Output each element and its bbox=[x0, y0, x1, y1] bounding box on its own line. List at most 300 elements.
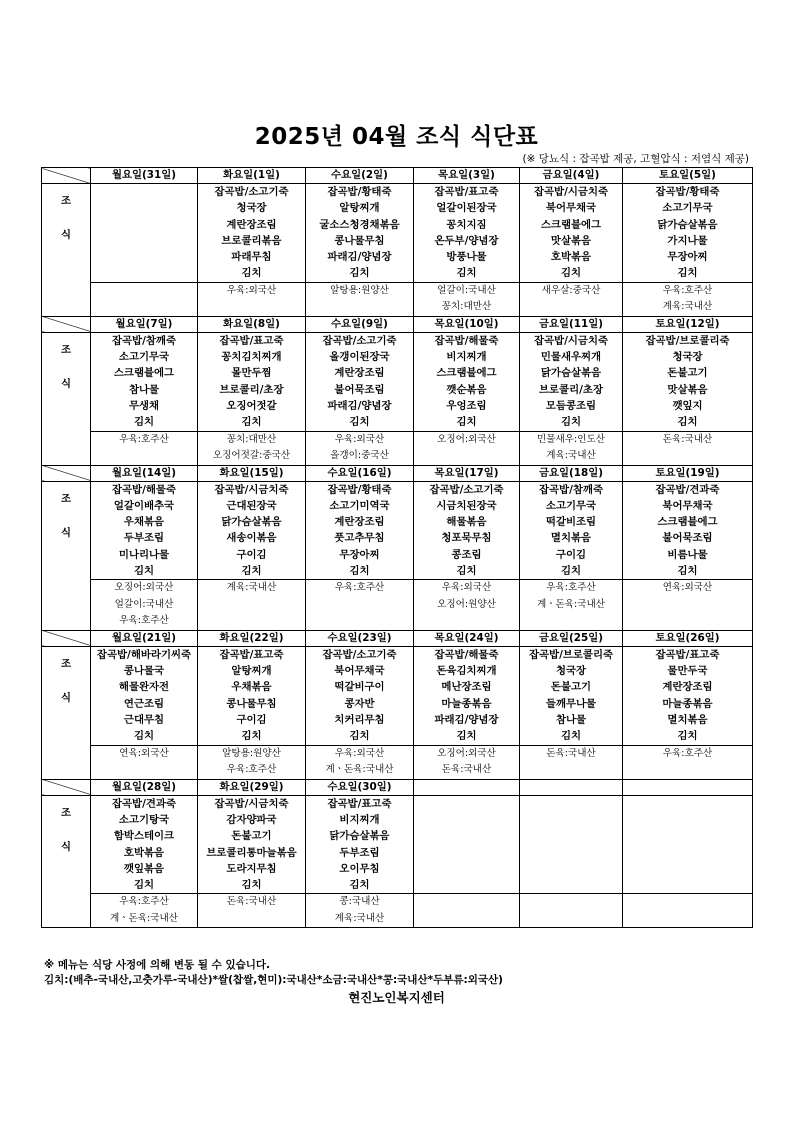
origin-item: 얼갈이:국내산 bbox=[114, 598, 174, 610]
dish-item: 김치 bbox=[241, 879, 262, 892]
menu-cell bbox=[91, 184, 198, 283]
origin-item bbox=[623, 597, 752, 614]
dish-item: 김치 bbox=[456, 565, 477, 578]
origin-item: 계ㆍ돈육:국내산 bbox=[325, 764, 394, 776]
origin-cell bbox=[91, 282, 198, 316]
dish-item: 잡곡밥/표고죽 bbox=[219, 648, 284, 661]
dish-item: 김치 bbox=[349, 730, 370, 743]
origin-cell bbox=[306, 282, 414, 316]
meal-label bbox=[42, 332, 91, 465]
origin-item bbox=[198, 597, 305, 614]
dish-item bbox=[91, 200, 197, 216]
dish-item bbox=[414, 877, 519, 893]
dish-item bbox=[91, 233, 197, 249]
dish-item bbox=[623, 828, 752, 844]
dish-item: 돈불고기 bbox=[667, 367, 708, 380]
meal-label-char: 식 bbox=[60, 377, 72, 390]
dish-item: 연근조림 bbox=[123, 697, 165, 710]
diagonal-corner bbox=[42, 779, 91, 795]
origin-item: 우육:호주산 bbox=[546, 582, 596, 594]
dish-item: 김치 bbox=[133, 730, 155, 743]
menu-cell bbox=[520, 332, 623, 431]
dish-item: 파래김/양념장 bbox=[434, 714, 499, 727]
dish-item: 알탕찌개 bbox=[339, 202, 380, 215]
dish-item: 오이무침 bbox=[339, 862, 380, 875]
meal-label bbox=[42, 795, 91, 928]
dish-item: 꽁치김치찌개 bbox=[221, 351, 282, 364]
dish-item: 김치 bbox=[560, 267, 582, 280]
day-header: 수요일(16일) bbox=[306, 465, 414, 481]
menu-cell bbox=[91, 795, 198, 894]
origin-item: 우육:호주산 bbox=[119, 896, 169, 908]
menu-cell bbox=[198, 481, 306, 580]
meal-label-char: 조 bbox=[60, 657, 72, 670]
dish-item: 김치 bbox=[677, 267, 698, 280]
origin-cell bbox=[623, 745, 753, 779]
dish-item bbox=[520, 861, 622, 877]
origin-cell bbox=[306, 580, 414, 631]
origin-item: 알탕용:원양산 bbox=[222, 747, 281, 759]
menu-cell bbox=[520, 795, 623, 894]
origin-item: 돈육:국내산 bbox=[226, 896, 277, 908]
dish-item: 김치 bbox=[133, 416, 155, 429]
origin-cell bbox=[306, 431, 414, 465]
menu-cell bbox=[306, 184, 414, 283]
dish-item bbox=[414, 861, 519, 877]
dish-item: 콩나물국 bbox=[123, 665, 165, 678]
origin-item bbox=[623, 894, 752, 911]
menu-row bbox=[42, 184, 753, 283]
dish-item: 잡곡밥/소고기죽 bbox=[322, 648, 397, 661]
dish-item: 콩나물무침 bbox=[226, 697, 277, 710]
origin-item: 우육:호주산 bbox=[226, 764, 277, 776]
center-name: 현진노인복지센터 bbox=[348, 990, 445, 1005]
menu-cell bbox=[91, 332, 198, 431]
dish-item: 두부조림 bbox=[123, 532, 165, 545]
dish-item: 잡곡밥/시금치죽 bbox=[214, 797, 289, 810]
meal-label-char: 식 bbox=[60, 526, 72, 539]
meal-label-char: 식 bbox=[60, 840, 72, 853]
dish-item bbox=[623, 812, 752, 828]
origin-cell bbox=[198, 431, 306, 465]
origin-item: 우육:외국산 bbox=[334, 433, 385, 445]
week-header-row bbox=[42, 465, 753, 481]
dish-item: 계란장조림 bbox=[226, 218, 277, 231]
dish-item: 해물볶음 bbox=[446, 516, 487, 529]
origin-cell bbox=[414, 431, 520, 465]
dish-item: 우채볶음 bbox=[123, 516, 165, 529]
dish-item: 불어묵조림 bbox=[662, 532, 713, 545]
dish-item: 소고기무국 bbox=[545, 499, 597, 512]
origin-row bbox=[42, 894, 753, 928]
dish-item: 물만두국 bbox=[667, 665, 708, 678]
day-header bbox=[520, 779, 623, 795]
origin-cell bbox=[623, 894, 753, 928]
origin-item: 오징어:외국산 bbox=[114, 582, 174, 594]
dish-item: 김치 bbox=[456, 267, 477, 280]
origin-item bbox=[198, 911, 305, 928]
dish-item: 구이김 bbox=[236, 714, 267, 727]
origin-item bbox=[306, 299, 413, 316]
dish-item: 잡곡밥/견과죽 bbox=[655, 483, 720, 496]
day-header: 월요일(14일) bbox=[91, 465, 198, 481]
dish-item: 근대무침 bbox=[123, 714, 165, 727]
dish-item: 잡곡밥/시금치죽 bbox=[533, 186, 609, 198]
dish-item: 김치 bbox=[349, 879, 370, 892]
dish-item: 치커리무침 bbox=[334, 714, 385, 727]
menu-cell bbox=[414, 795, 520, 894]
day-header: 수요일(2일) bbox=[306, 168, 414, 184]
dish-item: 맛살볶음 bbox=[550, 234, 592, 247]
day-header: 화요일(22일) bbox=[198, 630, 306, 646]
origin-cell bbox=[623, 580, 753, 631]
dish-item: 올갱이된장국 bbox=[329, 351, 390, 364]
day-header: 토요일(5일) bbox=[623, 168, 753, 184]
dish-item: 계란장조림 bbox=[334, 367, 385, 380]
dish-item: 떡갈비구이 bbox=[334, 681, 385, 694]
dish-item: 김치 bbox=[133, 565, 155, 578]
origin-cell bbox=[414, 580, 520, 631]
origin-item: 꽁치:대만산 bbox=[226, 433, 277, 445]
origin-item: 오징어:외국산 bbox=[437, 433, 496, 445]
meal-label-char: 조 bbox=[60, 806, 72, 819]
dish-item: 김치 bbox=[677, 730, 698, 743]
dish-item: 참나물 bbox=[555, 714, 587, 727]
dish-item: 두부조림 bbox=[339, 846, 380, 859]
origin-item: 돈육:국내산 bbox=[662, 433, 713, 445]
dish-item: 파래김/양념장 bbox=[327, 399, 392, 412]
dish-item: 잡곡밥/황태죽 bbox=[327, 483, 392, 496]
dish-item: 스크램블에그 bbox=[540, 218, 602, 231]
origin-item bbox=[91, 299, 197, 316]
dish-item bbox=[623, 877, 752, 893]
menu-row bbox=[42, 332, 753, 431]
day-header: 화요일(8일) bbox=[198, 316, 306, 332]
menu-cell bbox=[306, 481, 414, 580]
dish-item: 김치 bbox=[677, 416, 698, 429]
dish-item: 돈육김치찌개 bbox=[436, 665, 497, 678]
dish-item: 김치 bbox=[560, 730, 582, 743]
menu-cell bbox=[520, 646, 623, 745]
origin-cell bbox=[91, 580, 198, 631]
dish-item: 오징어젓갈 bbox=[226, 399, 277, 412]
dish-item: 북어무채국 bbox=[334, 665, 385, 678]
dish-item: 파래김/양념장 bbox=[327, 251, 392, 264]
origin-cell bbox=[623, 431, 753, 465]
meal-label-char: 조 bbox=[60, 343, 72, 356]
dish-item: 깻잎볶음 bbox=[123, 862, 165, 875]
dish-item bbox=[91, 184, 197, 200]
origin-item: 계육:국내산 bbox=[226, 582, 277, 594]
origin-cell bbox=[414, 282, 520, 316]
day-header: 목요일(3일) bbox=[414, 168, 520, 184]
origin-item: 계육:국내산 bbox=[546, 450, 596, 462]
menu-row bbox=[42, 646, 753, 745]
dish-item: 김치 bbox=[560, 416, 582, 429]
dish-item: 잡곡밥/브로콜리죽 bbox=[645, 334, 730, 347]
origin-item: 오징어:원양산 bbox=[437, 598, 496, 610]
dish-item: 잡곡밥/표고죽 bbox=[327, 797, 392, 810]
menu-cell bbox=[198, 184, 306, 283]
origin-item: 연육:외국산 bbox=[662, 582, 713, 594]
dish-item: 잡곡밥/해물죽 bbox=[111, 483, 177, 496]
dish-item: 파래무침 bbox=[231, 251, 272, 264]
day-header: 토요일(26일) bbox=[623, 630, 753, 646]
dish-item: 김치 bbox=[560, 565, 582, 578]
dish-item: 청국장 bbox=[672, 351, 703, 364]
dish-item: 깻잎지 bbox=[672, 399, 703, 412]
menu-cell bbox=[414, 184, 520, 283]
footer-notice: ※ 메뉴는 식당 사정에 의해 변동 될 수 있습니다. bbox=[44, 959, 271, 971]
origin-item: 알탕용:원양산 bbox=[330, 284, 389, 296]
dish-item: 얼갈이배추국 bbox=[113, 499, 175, 512]
origin-cell bbox=[198, 745, 306, 779]
dish-item: 몰만두찜 bbox=[231, 367, 272, 380]
dish-item: 닭가슴살볶음 bbox=[329, 830, 390, 843]
day-header: 화요일(1일) bbox=[198, 168, 306, 184]
meal-label-char: 조 bbox=[60, 195, 72, 207]
dish-item: 돈불고기 bbox=[550, 681, 592, 694]
origin-item bbox=[414, 911, 519, 928]
origin-cell bbox=[306, 745, 414, 779]
day-header: 수요일(30일) bbox=[306, 779, 414, 795]
origin-item: 연육:외국산 bbox=[119, 747, 169, 759]
dish-item bbox=[520, 796, 622, 812]
dish-item: 가지나물 bbox=[667, 234, 708, 247]
menu-row bbox=[42, 795, 753, 894]
footer-origin: 김치:(배추-국내산,고춧가루-국내산)*쌀(찹쌀,현미):국내산*소금:국내산*콩:국내산*두부류:외국산) bbox=[44, 974, 503, 986]
meal-label bbox=[42, 646, 91, 779]
origin-row bbox=[42, 431, 753, 465]
menu-cell bbox=[91, 646, 198, 745]
origin-item bbox=[623, 762, 752, 779]
dish-item bbox=[520, 828, 622, 844]
origin-item bbox=[414, 613, 519, 630]
dish-item: 콩조림 bbox=[451, 548, 482, 561]
dish-item: 우채볶음 bbox=[231, 681, 272, 694]
origin-cell bbox=[623, 282, 753, 316]
dish-item: 꽁치지짐 bbox=[446, 218, 487, 231]
dish-item: 감자양파국 bbox=[226, 813, 277, 826]
dish-item: 비름나물 bbox=[667, 548, 708, 561]
origin-item: 계육:국내산 bbox=[334, 912, 385, 924]
diet-note: (※ 당뇨식 : 잡곡밥 제공, 고혈압식 : 저염식 제공) bbox=[522, 153, 749, 165]
origin-item bbox=[306, 597, 413, 614]
dish-item bbox=[414, 796, 519, 812]
dish-item: 브로콜리통마늘볶음 bbox=[206, 846, 297, 859]
menu-cell bbox=[520, 481, 623, 580]
menu-cell bbox=[198, 332, 306, 431]
dish-item: 불어묵조림 bbox=[334, 383, 385, 396]
origin-item bbox=[623, 448, 752, 465]
day-header: 토요일(19일) bbox=[623, 465, 753, 481]
dish-item: 근대된장국 bbox=[226, 499, 277, 512]
origin-item bbox=[520, 613, 622, 630]
dish-item bbox=[414, 828, 519, 844]
origin-item: 꽁치:대만산 bbox=[441, 301, 492, 313]
day-header: 수요일(23일) bbox=[306, 630, 414, 646]
origin-row bbox=[42, 580, 753, 631]
origin-item: 우육:외국산 bbox=[226, 284, 277, 296]
dish-item: 잡곡밥/해바라기씨죽 bbox=[96, 648, 192, 661]
origin-item: 우육:호주산 bbox=[119, 615, 169, 627]
dish-item: 소고기탕국 bbox=[118, 813, 170, 826]
origin-item bbox=[198, 299, 305, 316]
dish-item: 콩나물무침 bbox=[334, 234, 385, 247]
origin-item: 새우살:중국산 bbox=[541, 284, 601, 296]
menu-cell bbox=[623, 481, 753, 580]
dish-item: 북어무채국 bbox=[545, 202, 597, 215]
origin-item: 오징어젓갈:중국산 bbox=[212, 450, 291, 462]
meal-label bbox=[42, 184, 91, 317]
origin-item: 계육:국내산 bbox=[662, 301, 713, 313]
dish-item bbox=[623, 845, 752, 861]
origin-item: 계ㆍ돈육:국내산 bbox=[109, 912, 179, 924]
dish-item: 김치 bbox=[241, 565, 262, 578]
origin-item: 올갱이:중국산 bbox=[330, 450, 389, 462]
dish-item: 브로콜리/초장 bbox=[538, 383, 604, 396]
dish-item: 잡곡밥/소고기죽 bbox=[322, 334, 397, 347]
dish-item: 잡곡밥/표고죽 bbox=[219, 334, 284, 347]
dish-item: 잡곡밥/황태죽 bbox=[327, 186, 392, 198]
dish-item: 잡곡밥/견과죽 bbox=[111, 797, 177, 810]
dish-item: 닭가슴살볶음 bbox=[657, 218, 718, 231]
dish-item: 잡곡밥/참깨죽 bbox=[111, 334, 177, 347]
dish-item: 잡곡밥/해물죽 bbox=[434, 648, 499, 661]
dish-item: 얼갈이된장국 bbox=[436, 202, 497, 215]
origin-item bbox=[198, 613, 305, 630]
day-header: 금요일(25일) bbox=[520, 630, 623, 646]
dish-item: 무장아찌 bbox=[339, 548, 380, 561]
week-header-row bbox=[42, 630, 753, 646]
origin-cell bbox=[520, 745, 623, 779]
origin-row bbox=[42, 745, 753, 779]
dish-item: 무생채 bbox=[128, 399, 160, 412]
day-header: 목요일(10일) bbox=[414, 316, 520, 332]
dish-item: 시금치된장국 bbox=[436, 499, 497, 512]
dish-item: 잡곡밥/브로콜리죽 bbox=[528, 648, 614, 661]
day-header: 월요일(21일) bbox=[91, 630, 198, 646]
dish-item: 마늘종볶음 bbox=[441, 697, 492, 710]
menu-cell bbox=[91, 481, 198, 580]
origin-item: 우육:외국산 bbox=[441, 582, 492, 594]
origin-item bbox=[623, 613, 752, 630]
origin-cell bbox=[414, 894, 520, 928]
day-header: 월요일(28일) bbox=[91, 779, 198, 795]
dish-item: 김치 bbox=[456, 730, 477, 743]
dish-item: 무장아찌 bbox=[667, 251, 708, 264]
origin-item: 우육:호주산 bbox=[119, 433, 169, 445]
dish-item bbox=[91, 265, 197, 281]
dish-item: 우엉조림 bbox=[446, 399, 487, 412]
dish-item: 미나리나물 bbox=[118, 548, 170, 561]
dish-item: 알탕찌개 bbox=[231, 665, 272, 678]
meal-label-char: 식 bbox=[60, 691, 72, 704]
dish-item bbox=[91, 217, 197, 233]
dish-item: 구이김 bbox=[236, 548, 267, 561]
dish-item: 새송이볶음 bbox=[226, 532, 277, 545]
dish-item bbox=[623, 796, 752, 812]
dish-item: 잡곡밥/황태죽 bbox=[655, 186, 720, 198]
dish-item bbox=[414, 845, 519, 861]
dish-item: 김치 bbox=[241, 730, 262, 743]
origin-cell bbox=[91, 431, 198, 465]
origin-item: 콩:국내산 bbox=[339, 896, 380, 908]
origin-item: 계ㆍ돈육:국내산 bbox=[536, 598, 606, 610]
dish-item: 멸치볶음 bbox=[550, 532, 592, 545]
dish-item: 참나물 bbox=[128, 383, 160, 396]
dish-item: 잡곡밥/참깨죽 bbox=[538, 483, 604, 496]
dish-item: 방풍나물 bbox=[446, 251, 487, 264]
dish-item: 잡곡밥/해물죽 bbox=[434, 334, 499, 347]
menu-cell bbox=[623, 184, 753, 283]
dish-item: 깻순볶음 bbox=[446, 383, 487, 396]
origin-cell bbox=[520, 282, 623, 316]
dish-item: 비지찌개 bbox=[446, 351, 487, 364]
dish-item: 브로콜리/초장 bbox=[219, 383, 284, 396]
dish-item: 잡곡밥/표고죽 bbox=[655, 648, 720, 661]
day-header: 토요일(12일) bbox=[623, 316, 753, 332]
menu-cell bbox=[623, 795, 753, 894]
dish-item bbox=[91, 249, 197, 265]
origin-cell bbox=[198, 282, 306, 316]
origin-cell bbox=[306, 894, 414, 928]
origin-item bbox=[520, 299, 622, 316]
dish-item: 김치 bbox=[456, 416, 477, 429]
dish-item: 굴소스청경채볶음 bbox=[319, 218, 400, 231]
dish-item: 청국장 bbox=[555, 665, 587, 678]
day-header: 월요일(31일) bbox=[91, 168, 198, 184]
origin-cell bbox=[520, 894, 623, 928]
menu-cell bbox=[306, 332, 414, 431]
origin-item: 돈육:국내산 bbox=[441, 764, 492, 776]
dish-item: 스크램블에그 bbox=[436, 367, 497, 380]
menu-cell bbox=[306, 646, 414, 745]
day-header: 금요일(18일) bbox=[520, 465, 623, 481]
origin-item: 민물새우:인도산 bbox=[536, 433, 606, 445]
origin-cell bbox=[91, 745, 198, 779]
dish-item: 김치 bbox=[677, 565, 698, 578]
menu-cell bbox=[198, 646, 306, 745]
dish-item bbox=[520, 845, 622, 861]
day-header: 목요일(17일) bbox=[414, 465, 520, 481]
dish-item: 모듬콩조림 bbox=[545, 399, 597, 412]
dish-item: 스크램블에그 bbox=[657, 516, 718, 529]
origin-item bbox=[623, 911, 752, 928]
diagonal-corner bbox=[42, 316, 91, 332]
dish-item: 김치 bbox=[133, 879, 155, 892]
dish-item: 온두부/양념장 bbox=[434, 234, 499, 247]
day-header: 목요일(24일) bbox=[414, 630, 520, 646]
dish-item: 김치 bbox=[349, 267, 370, 280]
dish-item: 마늘종볶음 bbox=[662, 697, 713, 710]
origin-item: 우육:호주산 bbox=[662, 284, 713, 296]
dish-item: 민물새우찌개 bbox=[540, 351, 602, 364]
day-header: 화요일(29일) bbox=[198, 779, 306, 795]
menu-cell bbox=[520, 184, 623, 283]
origin-item bbox=[91, 283, 197, 300]
dish-item bbox=[520, 877, 622, 893]
origin-item: 우육:호주산 bbox=[662, 747, 713, 759]
origin-item bbox=[306, 613, 413, 630]
dish-item: 계란장조림 bbox=[334, 516, 385, 529]
dish-item: 멸치볶음 bbox=[667, 714, 708, 727]
dish-item: 메난장조림 bbox=[441, 681, 492, 694]
dish-item: 닭가슴살볶음 bbox=[540, 367, 602, 380]
origin-item: 우육:외국산 bbox=[334, 747, 385, 759]
dish-item: 해물완자전 bbox=[118, 681, 170, 694]
dish-item: 떡갈비조림 bbox=[545, 516, 597, 529]
